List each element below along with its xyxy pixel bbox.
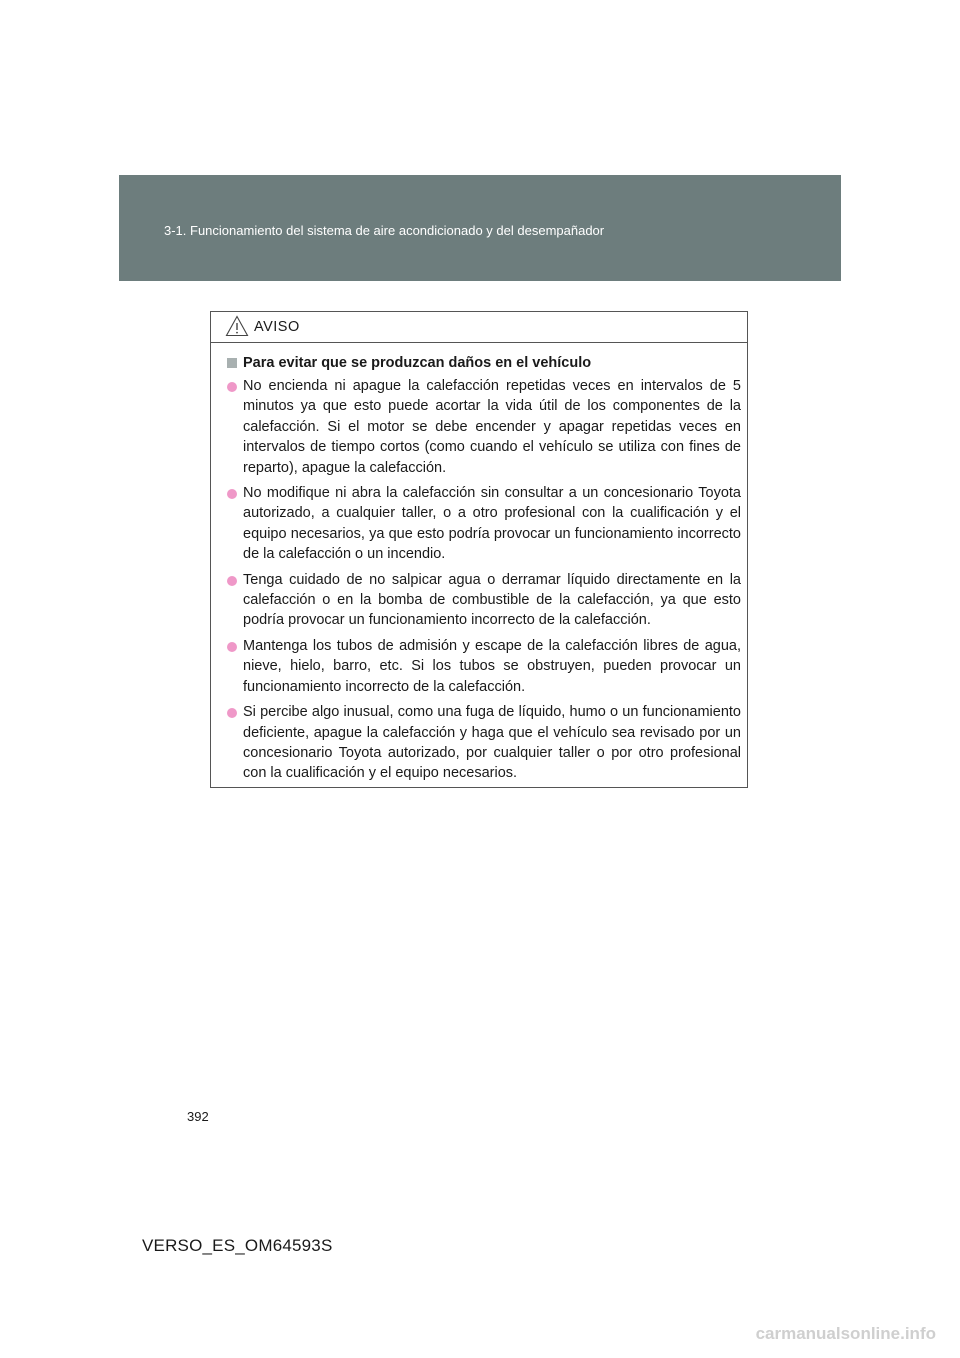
section-title: 3-1. Funcionamiento del sistema de aire acondicionado y del desempañador	[164, 223, 605, 238]
warning-item	[227, 636, 741, 697]
document-code: VERSO_ES_OM64593S	[142, 1236, 333, 1255]
section-header-band	[119, 175, 841, 281]
warning-label: AVISO	[254, 319, 300, 335]
bullet-dot-icon	[227, 489, 237, 499]
warning-item	[227, 702, 741, 784]
warning-item	[227, 483, 741, 565]
warning-header	[211, 312, 747, 343]
warning-box	[210, 311, 748, 788]
page-number: 392	[187, 1109, 209, 1124]
warning-item-text: Tenga cuidado de no salpicar agua o derramar líquido directamente en la calefacción o en la bomba de combustible de la calefacción, ya que esto podría provocar un funcionamiento incorrecto de la calefacción.	[243, 571, 741, 629]
bullet-dot-icon	[227, 642, 237, 652]
bullet-dot-icon	[227, 382, 237, 392]
warning-item-text: Mantenga los tubos de admisión y escape de la calefacción libres de agua, nieve, hielo, barro, etc. Si los tubos se obstruyen, pueden provocar un funcionamiento incorrecto de la calefacción.	[243, 637, 741, 695]
square-bullet-icon	[227, 358, 237, 368]
watermark: carmanualsonline.info	[755, 1324, 936, 1343]
warning-subheading-text: Para evitar que se produzcan daños en el vehículo	[243, 355, 592, 371]
bullet-dot-icon	[227, 708, 237, 718]
warning-item	[227, 376, 741, 478]
warning-triangle-icon	[225, 315, 249, 337]
warning-item-list	[227, 376, 741, 784]
warning-item-text: No encienda ni apague la calefacción repetidas veces en intervalos de 5 minutos ya que esto puede acortar la vida útil de los componentes de la calefacción. Si el motor se debe encender y apagar repetidas veces en intervalos de tiempo cortos (como cuando el vehículo se utiliza con fines de reparto), apague la calefacción.	[243, 378, 741, 476]
bullet-dot-icon	[227, 576, 237, 586]
warning-item-text: No modifique ni abra la calefacción sin consultar a un concesionario Toyota autorizado, a cualquier taller, o a otro profesional con la cualificación y el equipo necesarios, ya que esto podría provocar un funcionamiento incorrecto de la calefacción o un incendio.	[243, 485, 741, 563]
warning-item	[227, 570, 741, 631]
warning-item-text: Si percibe algo inusual, como una fuga de líquido, humo o un funcionamiento deficiente, apague la calefacción y haga que el vehículo sea revisado por un concesionario Toyota autorizado, por cualquier taller o por otro profesional con la cualificación y el equipo necesarios.	[243, 704, 741, 782]
warning-body	[211, 343, 747, 784]
warning-subheading	[227, 352, 741, 374]
